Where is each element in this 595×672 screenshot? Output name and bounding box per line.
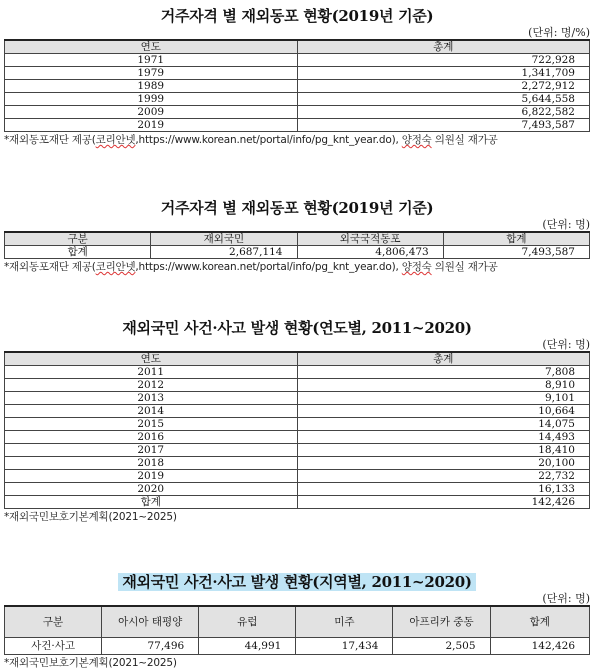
table4-unit: (단위: 명)	[542, 592, 590, 605]
table2-header-row	[5, 232, 590, 246]
table-row: 사건·사고 77,496 44,991 17,434 2,505 142,426	[5, 638, 590, 655]
table-row	[5, 418, 590, 431]
row-value: 5,644,558	[297, 93, 590, 106]
table4-header-americas: 미주	[296, 606, 393, 638]
row-value: 16,133	[297, 483, 590, 496]
table-row	[5, 431, 590, 444]
table2-header-nationals: 재외국민	[151, 232, 297, 246]
table4-header-sum: 합계	[490, 606, 589, 638]
row-label: 1979	[5, 67, 298, 80]
row-label: 2019	[5, 470, 298, 483]
row-label: 2012	[5, 379, 298, 392]
row-label: 2009	[5, 106, 298, 119]
table2	[4, 231, 590, 259]
row-value: 7,808	[297, 366, 590, 379]
table-row: 합계 2,687,114 4,806,473 7,493,587	[5, 246, 590, 259]
section-incidents-by-region	[4, 572, 590, 670]
table1-source-note: *재외동포재단 제공(코리안넷,https://www.korean.net/portal/info/pg_knt_year.do), 양정숙 의원실 재가공	[4, 134, 498, 146]
table4-header-africa-mideast: 아프리카 중동	[393, 606, 490, 638]
section-residence-by-status	[4, 198, 590, 274]
table1	[4, 39, 590, 132]
row-value: 142,426	[297, 496, 590, 509]
table4-header-asia-pacific: 아시아 태평양	[102, 606, 199, 638]
row-label: 2011	[5, 366, 298, 379]
table1-header-year: 연도	[5, 40, 298, 54]
table-row	[5, 54, 590, 67]
row-value: 10,664	[297, 405, 590, 418]
table3-source-note: *재외국민보호기본계획(2021~2025)	[4, 511, 177, 523]
table1-unit: (단위: 명/%)	[528, 26, 590, 39]
table-row	[5, 496, 590, 509]
table1-header-row	[5, 40, 590, 54]
table3-header-total: 총계	[297, 352, 590, 366]
table2-header-category: 구분	[5, 232, 151, 246]
row-label: 합계	[5, 496, 298, 509]
row-label: 2018	[5, 457, 298, 470]
table4-header-row	[5, 606, 590, 638]
row-label: 1971	[5, 54, 298, 67]
row-value: 18,410	[297, 444, 590, 457]
row-label: 2020	[5, 483, 298, 496]
table2-header-foreign: 외국국적동포	[297, 232, 443, 246]
row-label: 2013	[5, 392, 298, 405]
table2-source-note: *재외동포재단 제공(코리안넷,https://www.korean.net/portal/info/pg_knt_year.do), 양정숙 의원실 재가공	[4, 261, 498, 273]
row-value: 722,928	[297, 54, 590, 67]
row-value: 20,100	[297, 457, 590, 470]
row-label: 2017	[5, 444, 298, 457]
table-row	[5, 405, 590, 418]
row-value: 1,341,709	[297, 67, 590, 80]
table3	[4, 351, 590, 509]
row-value: 7,493,587	[297, 119, 590, 132]
table-row	[5, 366, 590, 379]
section-residence-by-year	[4, 6, 590, 147]
table2-unit: (단위: 명)	[542, 218, 590, 231]
table-row	[5, 470, 590, 483]
table3-header-row	[5, 352, 590, 366]
row-value: 2,272,912	[297, 80, 590, 93]
table-row	[5, 80, 590, 93]
row-value: 9,101	[297, 392, 590, 405]
table-row	[5, 379, 590, 392]
row-label: 2015	[5, 418, 298, 431]
table3-unit: (단위: 명)	[542, 338, 590, 351]
row-label: 2014	[5, 405, 298, 418]
table-row	[5, 457, 590, 470]
table-row	[5, 93, 590, 106]
table1-header-total: 총계	[297, 40, 590, 54]
table-row	[5, 483, 590, 496]
row-label: 2016	[5, 431, 298, 444]
row-label: 1989	[5, 80, 298, 93]
table4-header-category: 구분	[5, 606, 102, 638]
table1-title: 거주자격 별 재외동포 현황(2019년 기준)	[160, 7, 434, 25]
table2-header-sum: 합계	[443, 232, 589, 246]
table3-header-year: 연도	[5, 352, 298, 366]
table4-header-europe: 유럽	[199, 606, 296, 638]
table-row	[5, 444, 590, 457]
table-row	[5, 119, 590, 132]
table4-title: 재외국민 사건·사고 발생 현황(지역별, 2011~2020)	[4, 572, 590, 592]
row-value: 8,910	[297, 379, 590, 392]
table3-title: 재외국민 사건·사고 발생 현황(연도별, 2011~2020)	[122, 319, 472, 337]
row-value: 14,493	[297, 431, 590, 444]
row-value: 22,732	[297, 470, 590, 483]
table4	[4, 605, 590, 655]
table-row	[5, 67, 590, 80]
row-value: 6,822,582	[297, 106, 590, 119]
section-incidents-by-year	[4, 318, 590, 524]
row-value: 14,075	[297, 418, 590, 431]
table-row	[5, 392, 590, 405]
table-row	[5, 106, 590, 119]
table2-title: 거주자격 별 재외동포 현황(2019년 기준)	[160, 199, 434, 217]
table4-source-note: *재외국민보호기본계획(2021~2025)	[4, 657, 177, 669]
row-label: 1999	[5, 93, 298, 106]
row-label: 2019	[5, 119, 298, 132]
